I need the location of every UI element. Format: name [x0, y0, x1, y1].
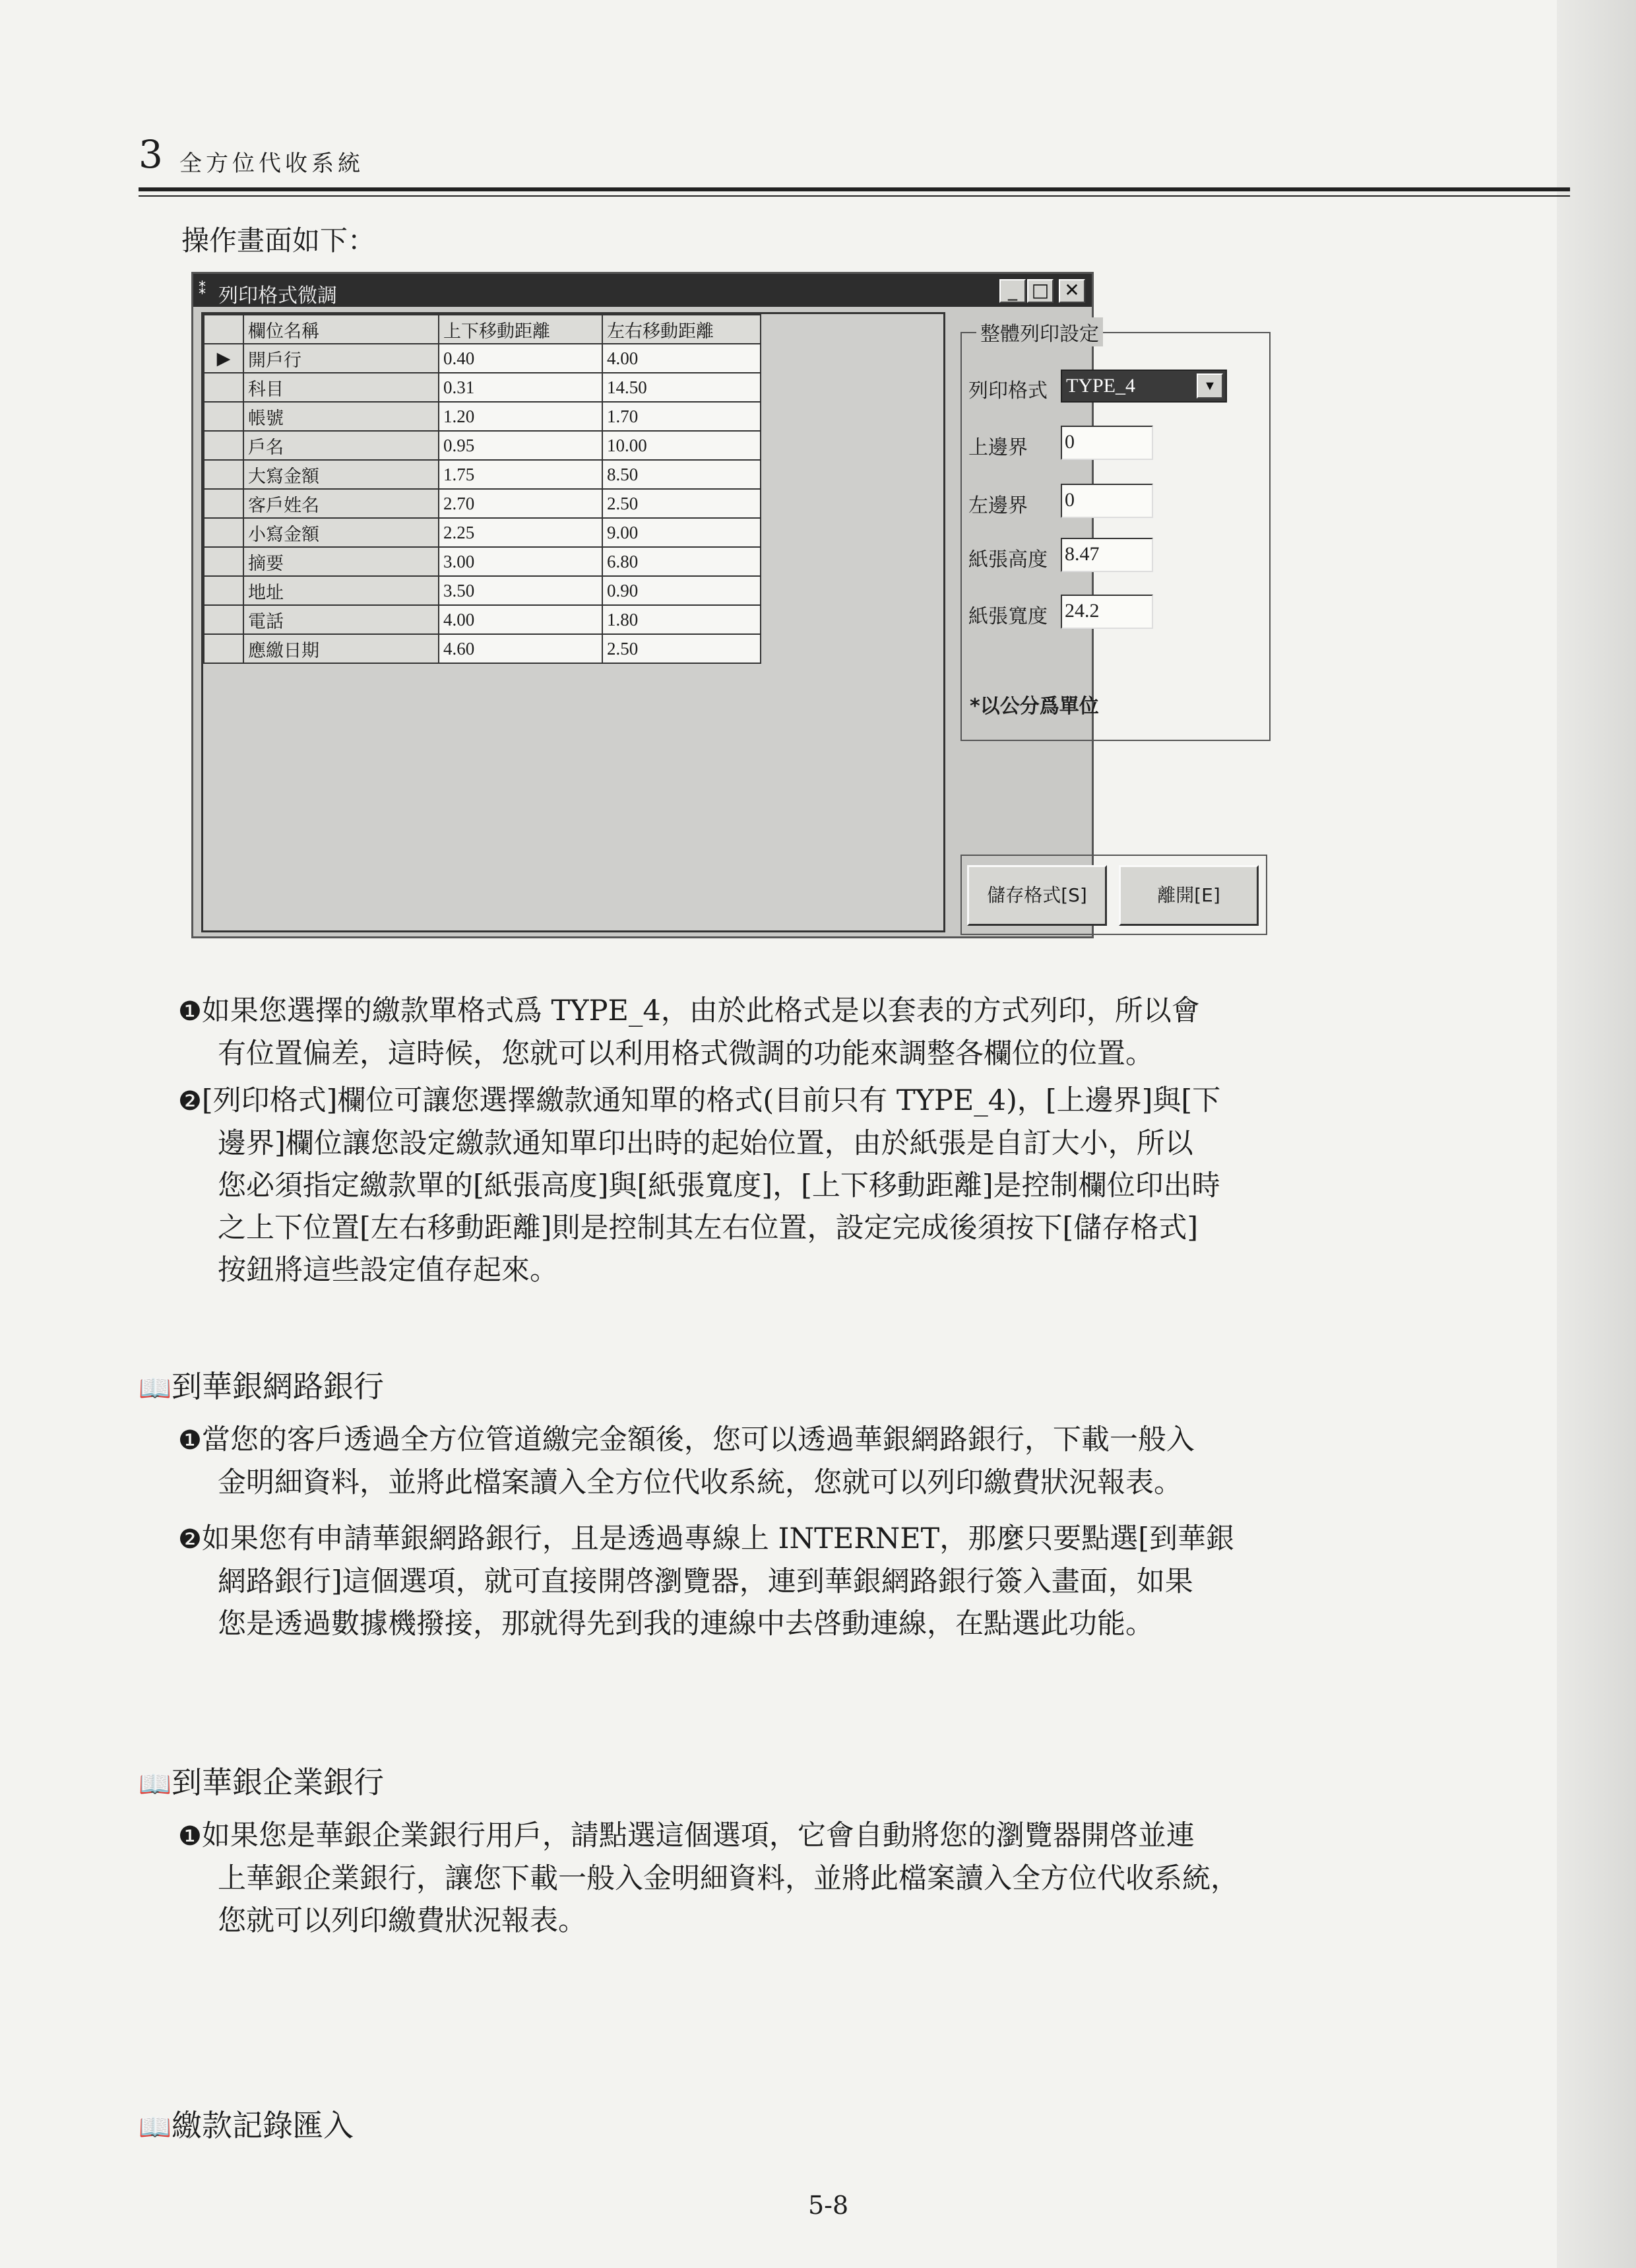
page-edge — [1557, 0, 1636, 2268]
note-1-line1: ❶如果您選擇的繳款單格式爲 TYPE_4，由於此格式是以套表的方式列印，所以會 — [178, 994, 1200, 1027]
row-selector[interactable] — [204, 605, 243, 634]
field-name-cell: 科目 — [243, 373, 439, 402]
page-header — [139, 132, 1570, 205]
top-margin-input[interactable]: 0 — [1061, 426, 1153, 460]
print-format-value: TYPE_4 — [1066, 375, 1135, 397]
chapter-number: 3 — [139, 132, 163, 177]
horizontal-offset-cell[interactable]: 8.50 — [602, 460, 761, 489]
page-number: 5-8 — [808, 2191, 849, 2220]
table-row[interactable] — [204, 634, 761, 663]
corporate-banking-item-1 — [178, 1815, 1326, 1942]
note-1 — [178, 990, 1326, 1075]
online-banking-item-2 — [178, 1518, 1326, 1645]
corporate-banking-item-1-line2: 上華銀企業銀行，讓您下載一般入金明細資料，並將此檔案讀入全方位代收系統， — [218, 1862, 1239, 1895]
field-name-cell: 應繳日期 — [243, 634, 439, 663]
field-name-cell: 大寫金額 — [243, 460, 439, 489]
chevron-down-icon[interactable]: ▼ — [1197, 373, 1223, 399]
row-selector[interactable] — [204, 576, 243, 605]
table-row[interactable] — [204, 547, 761, 576]
column-header-name[interactable]: 欄位名稱 — [243, 315, 439, 344]
note-2-line4: 之上下位置[左右移動距離]則是控制其左右位置，設定完成後須按下[儲存格式] — [218, 1212, 1199, 1245]
horizontal-offset-cell[interactable]: 2.50 — [602, 489, 761, 518]
table-header-row — [204, 315, 761, 344]
horizontal-offset-cell[interactable]: 1.70 — [602, 402, 761, 431]
horizontal-offset-cell[interactable]: 14.50 — [602, 373, 761, 402]
horizontal-offset-cell[interactable]: 2.50 — [602, 634, 761, 663]
header-rule — [139, 187, 1570, 191]
vertical-offset-cell[interactable]: 4.00 — [439, 605, 602, 634]
note-2-line5: 按鈕將這些設定值存起來。 — [218, 1254, 558, 1287]
row-selector-header — [204, 315, 243, 344]
online-banking-item-1-line2: 金明細資料，並將此檔案讀入全方位代收系統，您就可以列印繳費狀況報表。 — [218, 1466, 1182, 1499]
note-2-line2: 邊界]欄位讓您設定繳款通知單印出時的起始位置，由於紙張是自訂大小，所以 — [218, 1127, 1193, 1160]
table-row[interactable] — [204, 402, 761, 431]
vertical-offset-cell[interactable]: 3.50 — [439, 576, 602, 605]
column-header-horizontal[interactable]: 左右移動距離 — [602, 315, 761, 344]
online-banking-item-2-line1: ❷如果您有申請華銀網路銀行，且是透過專線上 INTERNET，那麼只要點選[到華銀 — [178, 1522, 1235, 1555]
note-2-line3: 您必須指定繳款單的[紙張高度]與[紙張寬度]，[上下移動距離]是控制欄位印出時 — [218, 1169, 1220, 1202]
vertical-offset-cell[interactable]: 1.20 — [439, 402, 602, 431]
row-selector[interactable] — [204, 460, 243, 489]
vertical-offset-cell[interactable]: 4.60 — [439, 634, 602, 663]
dialog-titlebar[interactable] — [193, 274, 1092, 307]
paper-height-input[interactable]: 8.47 — [1061, 538, 1153, 572]
vertical-offset-cell[interactable]: 3.00 — [439, 547, 602, 576]
vertical-offset-cell[interactable]: 2.70 — [439, 489, 602, 518]
corporate-banking-item-1-line3: 您就可以列印繳費狀況報表。 — [218, 1904, 586, 1937]
vertical-offset-cell[interactable]: 0.95 — [439, 431, 602, 460]
book-icon: 📖 — [139, 1373, 172, 1404]
overall-print-settings-group — [960, 323, 1271, 741]
note-2-line1: ❷[列印格式]欄位可讓您選擇繳款通知單的格式(目前只有 TYPE_4)，[上邊界]與[下 — [178, 1084, 1221, 1117]
field-name-cell: 戶名 — [243, 431, 439, 460]
book-icon: 📖 — [139, 2112, 172, 2143]
field-name-cell: 地址 — [243, 576, 439, 605]
table-row[interactable] — [204, 431, 761, 460]
table-row[interactable] — [204, 489, 761, 518]
save-format-button[interactable]: 儲存格式[S] — [967, 865, 1107, 926]
row-selector[interactable] — [204, 373, 243, 402]
app-icon: ⁑ — [199, 282, 206, 298]
left-margin-input[interactable]: 0 — [1061, 484, 1153, 518]
left-margin-label: 左邊界 — [968, 494, 1028, 517]
table-row[interactable] — [204, 460, 761, 489]
row-selector[interactable] — [204, 431, 243, 460]
column-header-vertical[interactable]: 上下移動距離 — [439, 315, 602, 344]
minimize-button[interactable]: _ — [999, 279, 1026, 303]
print-format-select[interactable] — [1061, 370, 1227, 403]
section-heading-payment-import: 📖繳款記錄匯入 — [139, 2108, 354, 2143]
table-row[interactable] — [204, 344, 761, 373]
table-row[interactable] — [204, 576, 761, 605]
paper-width-input[interactable]: 24.2 — [1061, 595, 1153, 629]
current-row-pointer-icon: ▶ — [204, 344, 243, 373]
settings-group-title: 整體列印設定 — [976, 317, 1103, 346]
field-offset-table — [203, 314, 761, 664]
online-banking-item-2-line3: 您是透過數據機撥接，那就得先到我的連線中去啓動連線，在點選此功能。 — [218, 1607, 1154, 1640]
field-name-cell: 客戶姓名 — [243, 489, 439, 518]
corporate-banking-item-1-line1: ❶如果您是華銀企業銀行用戶，請點選這個選項，它會自動將您的瀏覽器開啓並連 — [178, 1819, 1195, 1852]
horizontal-offset-cell[interactable]: 6.80 — [602, 547, 761, 576]
field-name-cell: 小寫金額 — [243, 518, 439, 547]
print-format-label: 列印格式 — [968, 379, 1048, 403]
chapter-title: 全方位代收系統 — [179, 150, 364, 177]
maximize-button[interactable]: □ — [1027, 279, 1054, 303]
row-selector[interactable] — [204, 547, 243, 576]
close-button[interactable]: ✕ — [1059, 279, 1085, 303]
row-selector[interactable] — [204, 634, 243, 663]
online-banking-item-1 — [178, 1419, 1326, 1504]
print-format-dialog — [191, 272, 1220, 938]
horizontal-offset-cell[interactable]: 10.00 — [602, 431, 761, 460]
field-name-cell: 摘要 — [243, 547, 439, 576]
top-margin-label: 上邊界 — [968, 436, 1028, 459]
field-name-cell: 帳號 — [243, 402, 439, 431]
book-icon: 📖 — [139, 1769, 172, 1799]
vertical-offset-cell[interactable]: 0.31 — [439, 373, 602, 402]
table-row[interactable] — [204, 518, 761, 547]
unit-note: *以公分爲單位 — [970, 695, 1099, 718]
vertical-offset-cell[interactable]: 0.40 — [439, 344, 602, 373]
section-heading-online-banking: 📖到華銀網路銀行 — [139, 1369, 384, 1404]
field-grid[interactable] — [201, 312, 945, 932]
table-row[interactable] — [204, 373, 761, 402]
note-1-line2: 有位置偏差，這時候，您就可以利用格式微調的功能來調整各欄位的位置。 — [218, 1037, 1154, 1070]
horizontal-offset-cell[interactable]: 0.90 — [602, 576, 761, 605]
note-2 — [178, 1080, 1326, 1291]
field-name-cell: 開戶行 — [243, 344, 439, 373]
field-name-cell: 電話 — [243, 605, 439, 634]
dialog-title: 列印格式微調 — [218, 284, 337, 308]
row-selector[interactable] — [204, 518, 243, 547]
row-selector[interactable] — [204, 402, 243, 431]
paper-width-label: 紙張寬度 — [968, 605, 1048, 628]
header-rule-thin — [139, 195, 1570, 197]
horizontal-offset-cell[interactable]: 9.00 — [602, 518, 761, 547]
exit-button[interactable]: 離開[E] — [1119, 865, 1259, 926]
vertical-offset-cell[interactable]: 1.75 — [439, 460, 602, 489]
section-heading-corporate-banking: 📖到華銀企業銀行 — [139, 1765, 384, 1800]
online-banking-item-2-line2: 網路銀行]這個選項，就可直接開啓瀏覽器，連到華銀網路銀行簽入畫面，如果 — [218, 1565, 1193, 1598]
intro-text: 操作畫面如下： — [181, 224, 376, 257]
table-row[interactable] — [204, 605, 761, 634]
horizontal-offset-cell[interactable]: 4.00 — [602, 344, 761, 373]
dialog-button-panel — [960, 855, 1267, 935]
online-banking-item-1-line1: ❶當您的客戶透過全方位管道繳完金額後，您可以透過華銀網路銀行，下載一般入 — [178, 1423, 1195, 1456]
row-selector[interactable] — [204, 489, 243, 518]
paper-height-label: 紙張高度 — [968, 548, 1048, 571]
vertical-offset-cell[interactable]: 2.25 — [439, 518, 602, 547]
horizontal-offset-cell[interactable]: 1.80 — [602, 605, 761, 634]
